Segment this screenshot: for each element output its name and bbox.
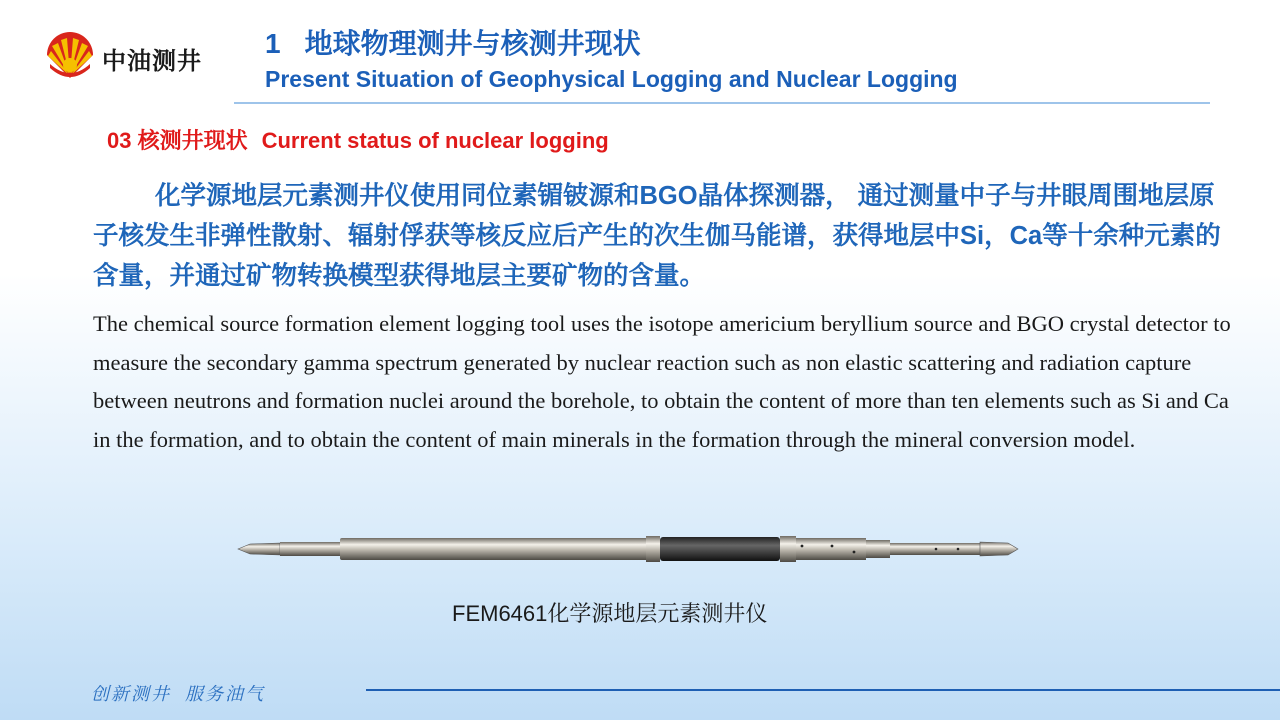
page-subtitle-en: Present Situation of Geophysical Logging and Nuclear Logging xyxy=(265,66,958,92)
body-paragraph-en: The chemical source formation element logging tool uses the isotope americium beryllium source and BGO crystal detector to measure the secondary gamma spectrum generated by nuclear reaction such as non elastic scattering and radiation capture between neutrons and formation nuclei around the borehole, to obtain the content of more than ten elements such as Si and Ca in the formation, and to obtain the content of main minerals in the formation through the mineral conversion model. xyxy=(93,311,1231,452)
footer-slogan xyxy=(91,680,265,706)
page-title-cn: 地球物理测井与核测井现状 xyxy=(304,28,641,59)
footer-divider xyxy=(366,689,1280,691)
section-title-cn: 03 核测井现状 xyxy=(107,128,248,153)
section-title-en: Current status of nuclear logging xyxy=(261,128,609,153)
header-divider xyxy=(234,102,1210,104)
page-title xyxy=(265,22,641,62)
body-paragraph-cn: 化学源地层元素测井仪使用同位素镅铍源和BGO晶体探测器， 通过测量中子与井眼周围地层原子核发生非弹性散射、辐射俘获等核反应后产生的次生伽马能谱，获得地层中Si，Ca等十余种元素的含量，并通过矿物转换模型获得地层主要矿物的含量。 xyxy=(93,182,1221,290)
page-title-number: 1 xyxy=(265,28,281,59)
logging-tool-image xyxy=(236,528,1020,568)
brand-name: 中油测井 xyxy=(102,47,202,75)
footer-slogan-part-1: 创新测井 xyxy=(91,684,171,704)
footer-slogan-part-2: 服务油气 xyxy=(185,684,265,704)
section-title xyxy=(107,124,609,155)
petrochina-sun-icon xyxy=(44,32,96,84)
company-logo xyxy=(44,32,202,84)
figure-caption: FEM6461化学源地层元素测井仪 xyxy=(452,601,768,626)
